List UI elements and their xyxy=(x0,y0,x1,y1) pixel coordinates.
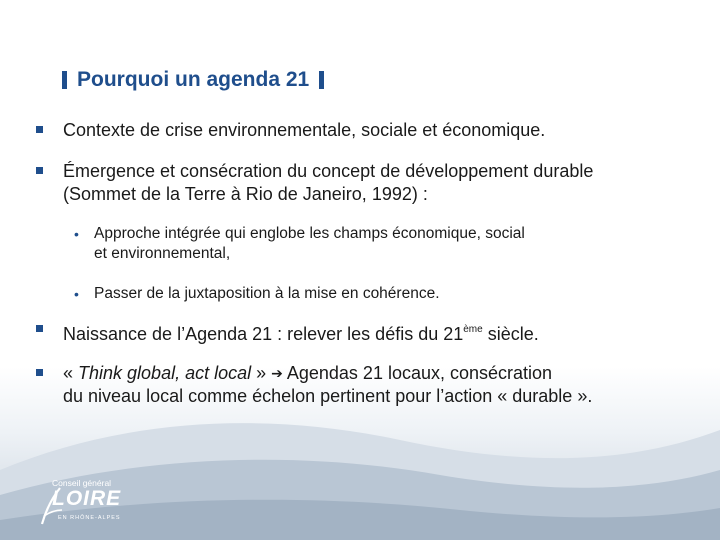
bullet-item xyxy=(36,160,716,206)
bullet-text xyxy=(63,318,716,346)
bullet-text-continued: (Sommet de la Terre à Rio de Janeiro, 1992) : xyxy=(63,184,428,204)
close-quote: » xyxy=(251,363,272,383)
bullet-item xyxy=(36,119,716,142)
bullet-text-prefix: Naissance de l’Agenda 21 : relever les défis du 21 xyxy=(63,324,464,344)
dot-bullet-icon: • xyxy=(74,226,79,242)
right-arrow-icon: ➔ xyxy=(271,365,283,381)
slogan-text: Think global, act local xyxy=(78,363,252,383)
sub-bullet-text: Approche intégrée qui englobe les champs économique, social xyxy=(94,225,525,242)
bullet-text-continued: du niveau local comme échelon pertinent pour l’action « durable ». xyxy=(63,386,593,406)
slide-title-text: Pourquoi un agenda 21 xyxy=(77,68,310,91)
bullet-text-after-arrow: Agendas 21 locaux, consécration xyxy=(282,363,553,383)
sub-bullet-item xyxy=(74,224,714,264)
superscript-text: ème xyxy=(463,324,483,335)
bullet-text xyxy=(63,362,716,385)
open-quote: « xyxy=(63,363,79,383)
bullet-text-suffix: siècle. xyxy=(482,324,539,344)
square-bullet-icon xyxy=(36,325,43,332)
square-bullet-icon xyxy=(36,369,43,376)
bullet-text: Contexte de crise environnementale, sociale et économique. xyxy=(63,120,546,140)
sub-bullet-text-continued: et environnemental, xyxy=(94,245,231,262)
bullet-text: Émergence et consécration du concept de développement durable xyxy=(63,161,594,181)
square-bullet-icon xyxy=(36,167,43,174)
sub-bullet-text: Passer de la juxtaposition à la mise en cohérence. xyxy=(94,285,440,302)
bullet-item xyxy=(36,362,716,408)
sub-bullet-item xyxy=(74,284,714,304)
square-bullet-icon xyxy=(36,126,43,133)
bullet-item xyxy=(36,318,716,346)
logo-sub-text: EN RHÔNE-ALPES xyxy=(58,515,121,521)
logo-top-text: Conseil général xyxy=(52,478,112,488)
conseil-general-loire-logo xyxy=(40,478,130,528)
dot-bullet-icon: • xyxy=(74,286,79,302)
logo-main-text: LOIRE xyxy=(52,487,122,510)
